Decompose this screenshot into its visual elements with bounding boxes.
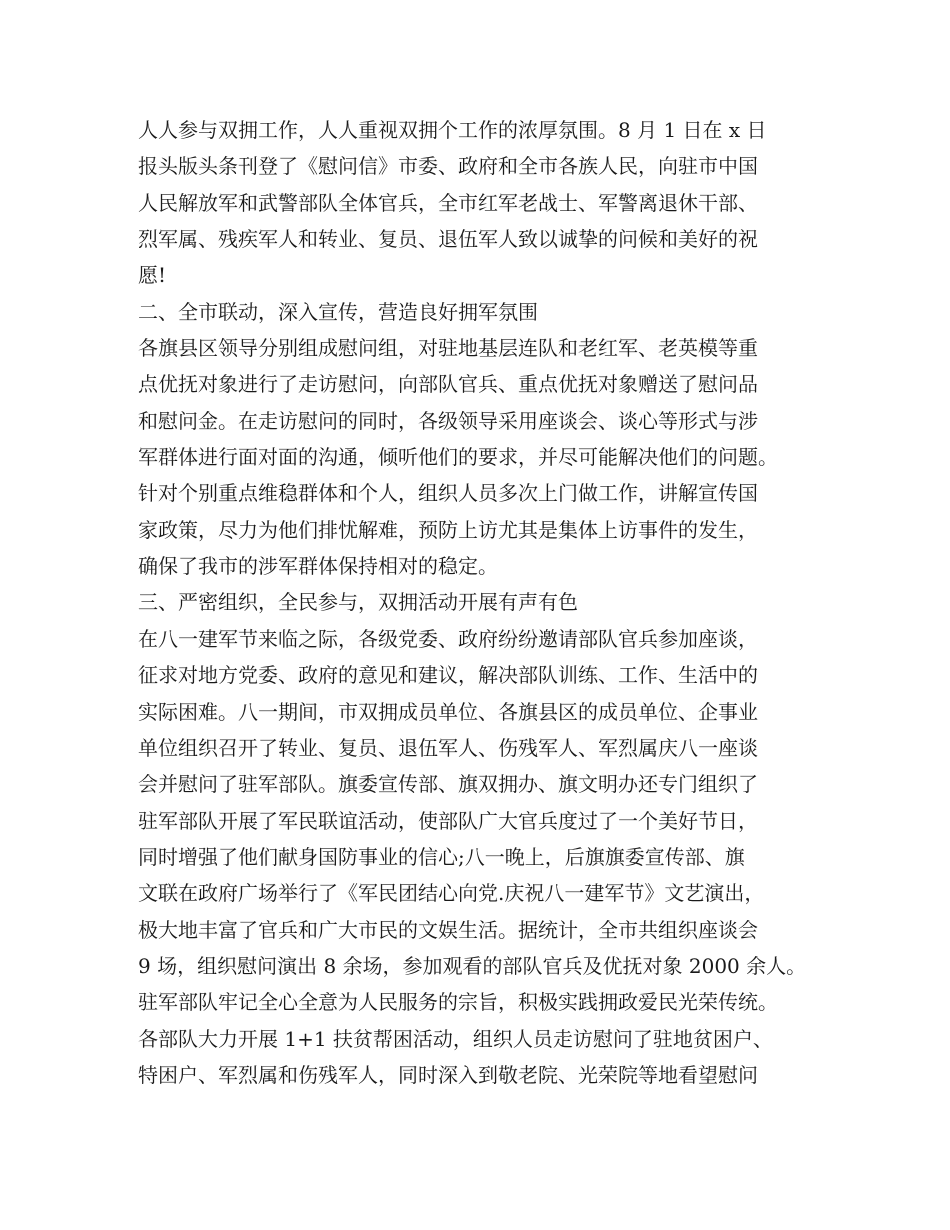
text-line: 报头版头条刊登了《慰问信》市委、政府和全市各族人民，向驻市中国 [138,154,758,179]
text-line: 各部队大力开展 1+1 扶贫帮困活动，组织人员走访慰问了驻地贫困户、 [138,1026,773,1051]
text-line: 在八一建军节来临之际，各级党委、政府纷纷邀请部队官兵参加座谈， [138,626,758,651]
text-line: 征求对地方党委、政府的意见和建议，解决部队训练、工作、生活中的 [138,663,758,688]
text-line: 人民解放军和武警部队全体官兵，全市红军老战士、军警离退休干部、 [138,190,758,215]
text-line: 确保了我市的涉军群体保持相对的稳定。 [138,554,498,579]
text-line: 极大地丰富了官兵和广大市民的文娱生活。据统计，全市共组织座谈会 [138,917,758,942]
text-line: 9 场，组织慰问演出 8 余场，参加观看的部队官兵及优抚对象 2000 余人。 [138,953,807,978]
text-line: 家政策，尽力为他们排忧解难，预防上访尤其是集体上访事件的发生， [138,517,758,542]
text-line: 会并慰问了驻军部队。旗委宣传部、旗双拥办、旗文明办还专门组织了 [138,772,758,797]
text-line: 针对个别重点维稳群体和个人，组织人员多次上门做工作，讲解宣传国 [138,481,758,506]
text-line: 驻军部队牢记全心全意为人民服务的宗旨，积极实践拥政爱民光荣传统。 [138,990,778,1015]
text-line: 点优抚对象进行了走访慰问，向部队官兵、重点优抚对象赠送了慰问品 [138,372,758,397]
text-line: 各旗县区领导分别组成慰问组，对驻地基层连队和老红军、老英模等重 [138,336,758,361]
text-line: 烈军属、残疾军人和转业、复员、退伍军人致以诚挚的问候和美好的祝 [138,227,758,252]
text-line: 同时增强了他们献身国防事业的信心;八一晚上，后旗旗委宣传部、旗 [138,844,745,869]
body-text [138,112,838,1093]
section-heading: 三、严密组织，全民参与，双拥活动开展有声有色 [138,590,578,615]
text-line: 愿! [138,263,167,288]
text-line: 和慰问金。在走访慰问的同时，各级领导采用座谈会、谈心等形式与涉 [138,408,758,433]
text-line: 实际困难。八一期间，市双拥成员单位、各旗县区的成员单位、企事业 [138,699,758,724]
text-line: 单位组织召开了转业、复员、退伍军人、伤残军人、军烈属庆八一座谈 [138,735,758,760]
text-line: 人人参与双拥工作，人人重视双拥个工作的浓厚氛围。8 月 1 日在 x 日 [138,118,767,142]
text-line: 特困户、军烈属和伤残军人，同时深入到敬老院、光荣院等地看望慰问 [138,1062,758,1087]
text-line: 驻军部队开展了军民联谊活动，使部队广大官兵度过了一个美好节日， [138,808,758,833]
text-line: 文联在政府广场举行了《军民团结心向党.庆祝八一建军节》文艺演出， [138,881,765,906]
text-line: 军群体进行面对面的沟通，倾听他们的要求，并尽可能解决他们的问题。 [138,445,778,470]
section-heading: 二、全市联动，深入宣传，营造良好拥军氛围 [138,299,538,324]
